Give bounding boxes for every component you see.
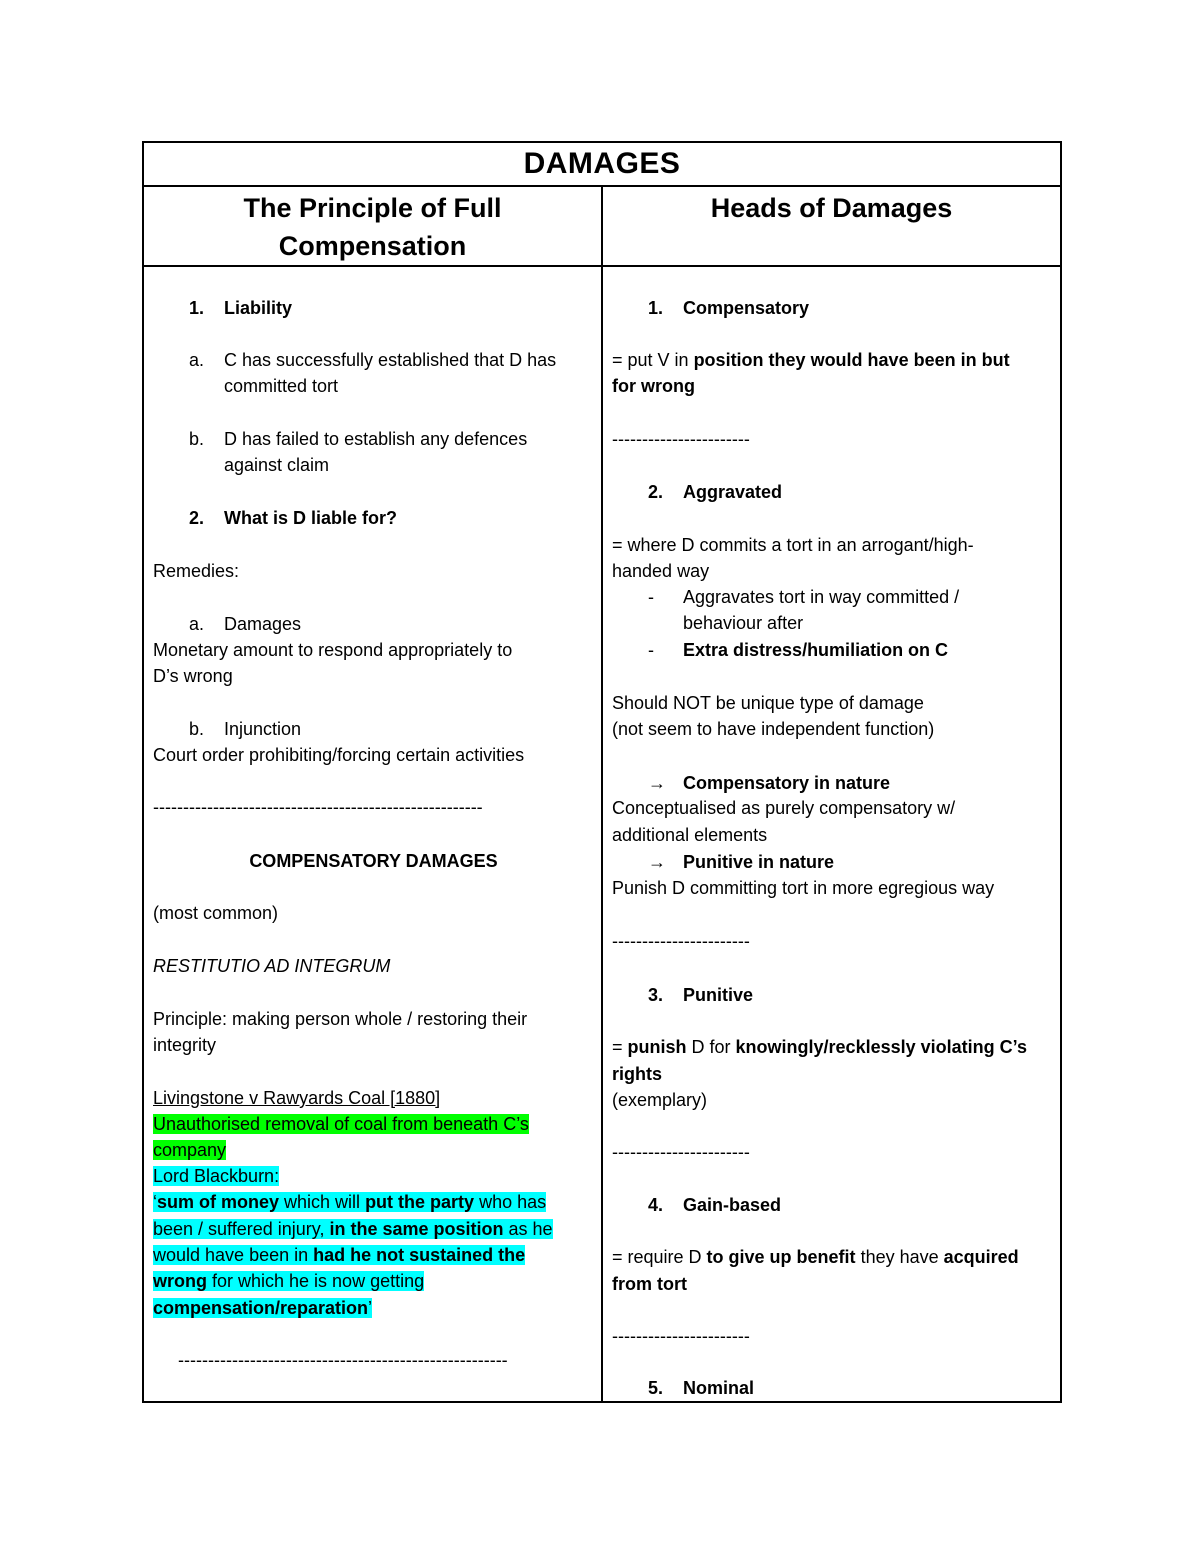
list-number: 3. bbox=[648, 985, 664, 1005]
separator: ----------------------- bbox=[612, 429, 750, 449]
liable-for-heading: What is D liable for? bbox=[224, 508, 398, 528]
damages-table bbox=[142, 141, 1062, 1403]
compensatory-heading: Compensatory bbox=[683, 298, 810, 318]
judge-name bbox=[153, 1163, 279, 1189]
list-letter: b. bbox=[189, 719, 205, 739]
separator: ------------------------------------------------------- bbox=[153, 797, 483, 817]
list-letter: a. bbox=[189, 350, 205, 370]
right-header: Heads of Damages bbox=[710, 193, 953, 223]
separator: ------------------------------------------------------- bbox=[178, 1350, 508, 1370]
aggravated-note: (not seem to have independent function) bbox=[612, 719, 935, 739]
punitive-nature: Punitive in nature bbox=[683, 852, 835, 872]
case-facts bbox=[153, 1137, 226, 1163]
nominal-heading: Nominal bbox=[683, 1378, 755, 1398]
arrow-icon: → bbox=[648, 773, 666, 793]
separator: ----------------------- bbox=[612, 1326, 750, 1346]
quote-line: wrong for which he is now getting bbox=[153, 1271, 425, 1291]
separator: ----------------------- bbox=[612, 931, 750, 951]
left-header-line1: The Principle of Full bbox=[243, 193, 502, 223]
bullet-dash: - bbox=[648, 587, 654, 607]
list-letter: a. bbox=[189, 614, 205, 634]
highlight: company bbox=[153, 1140, 227, 1160]
bullet-item: Aggravates tort in way committed / bbox=[683, 587, 960, 607]
damages-item: Damages bbox=[224, 614, 302, 634]
compensatory-definition: = put V in position they would have been in but bbox=[612, 350, 1010, 370]
gain-based-heading: Gain-based bbox=[683, 1195, 782, 1215]
nature-description: additional elements bbox=[612, 825, 768, 845]
gain-based-definition: = require D to give up benefit they have acquired bbox=[612, 1247, 1019, 1267]
quote-line: would have been in had he not sustained the bbox=[153, 1245, 526, 1265]
nature-description: Conceptualised as purely compensatory w/ bbox=[612, 798, 956, 818]
punitive-note: (exemplary) bbox=[612, 1090, 708, 1110]
right-column-header bbox=[602, 186, 1061, 266]
list-item: committed tort bbox=[224, 376, 339, 396]
nature-description: Punish D committing tort in more egregious way bbox=[612, 878, 995, 898]
left-column-body bbox=[143, 266, 602, 1402]
liability-heading: Liability bbox=[224, 298, 293, 318]
highlight: Unauthorised removal of coal from beneath C’s bbox=[153, 1114, 529, 1134]
list-item: against claim bbox=[224, 455, 330, 475]
latin-maxim: RESTITUTIO AD INTEGRUM bbox=[153, 956, 391, 976]
bullet-item: behaviour after bbox=[683, 613, 804, 633]
list-number: 1. bbox=[189, 298, 205, 318]
injunction-item: Injunction bbox=[224, 719, 302, 739]
damages-description: D’s wrong bbox=[153, 666, 233, 686]
compensatory-nature: Compensatory in nature bbox=[683, 773, 891, 793]
principle-text: integrity bbox=[153, 1035, 217, 1055]
punitive-definition: = punish D for knowingly/recklessly violating C’s bbox=[612, 1037, 1027, 1057]
list-item: C has successfully established that D has bbox=[224, 350, 557, 370]
page-title: DAMAGES bbox=[143, 142, 1061, 186]
case-facts bbox=[153, 1111, 529, 1137]
injunction-description: Court order prohibiting/forcing certain activities bbox=[153, 745, 525, 765]
list-number: 1. bbox=[648, 298, 664, 318]
right-column-body bbox=[602, 266, 1061, 1402]
left-header-line2: Compensation bbox=[278, 231, 467, 261]
damages-description: Monetary amount to respond appropriately to bbox=[153, 640, 513, 660]
compensatory-damages-heading: COMPENSATORY DAMAGES bbox=[249, 851, 498, 871]
most-common-note: (most common) bbox=[153, 903, 279, 923]
arrow-icon: → bbox=[648, 852, 666, 872]
punitive-heading: Punitive bbox=[683, 985, 754, 1005]
aggravated-definition: handed way bbox=[612, 561, 710, 581]
list-item: D has failed to establish any defences bbox=[224, 429, 528, 449]
case-citation: Livingstone v Rawyards Coal [1880] bbox=[153, 1088, 441, 1108]
punitive-definition: rights bbox=[612, 1064, 663, 1084]
principle-text: Principle: making person whole / restoring their bbox=[153, 1009, 528, 1029]
gain-based-definition: from tort bbox=[612, 1274, 687, 1294]
aggravated-note: Should NOT be unique type of damage bbox=[612, 693, 924, 713]
separator: ----------------------- bbox=[612, 1142, 750, 1162]
compensatory-definition: for wrong bbox=[612, 376, 695, 396]
quote-line: been / suffered injury, in the same position as he bbox=[153, 1219, 553, 1239]
list-number: 2. bbox=[648, 482, 664, 502]
list-number: 5. bbox=[648, 1378, 664, 1398]
list-letter: b. bbox=[189, 429, 205, 449]
list-number: 4. bbox=[648, 1195, 664, 1215]
left-column-header bbox=[143, 186, 602, 266]
quote-line: ‘sum of money which will put the party who has bbox=[153, 1192, 547, 1212]
quote-line: compensation/reparation’ bbox=[153, 1298, 373, 1318]
remedies-label: Remedies: bbox=[153, 561, 240, 581]
highlight: Lord Blackburn: bbox=[153, 1166, 280, 1186]
list-number: 2. bbox=[189, 508, 205, 528]
bullet-item: Extra distress/humiliation on C bbox=[683, 640, 949, 660]
aggravated-heading: Aggravated bbox=[683, 482, 783, 502]
bullet-dash: - bbox=[648, 640, 654, 660]
aggravated-definition: = where D commits a tort in an arrogant/high- bbox=[612, 535, 974, 555]
